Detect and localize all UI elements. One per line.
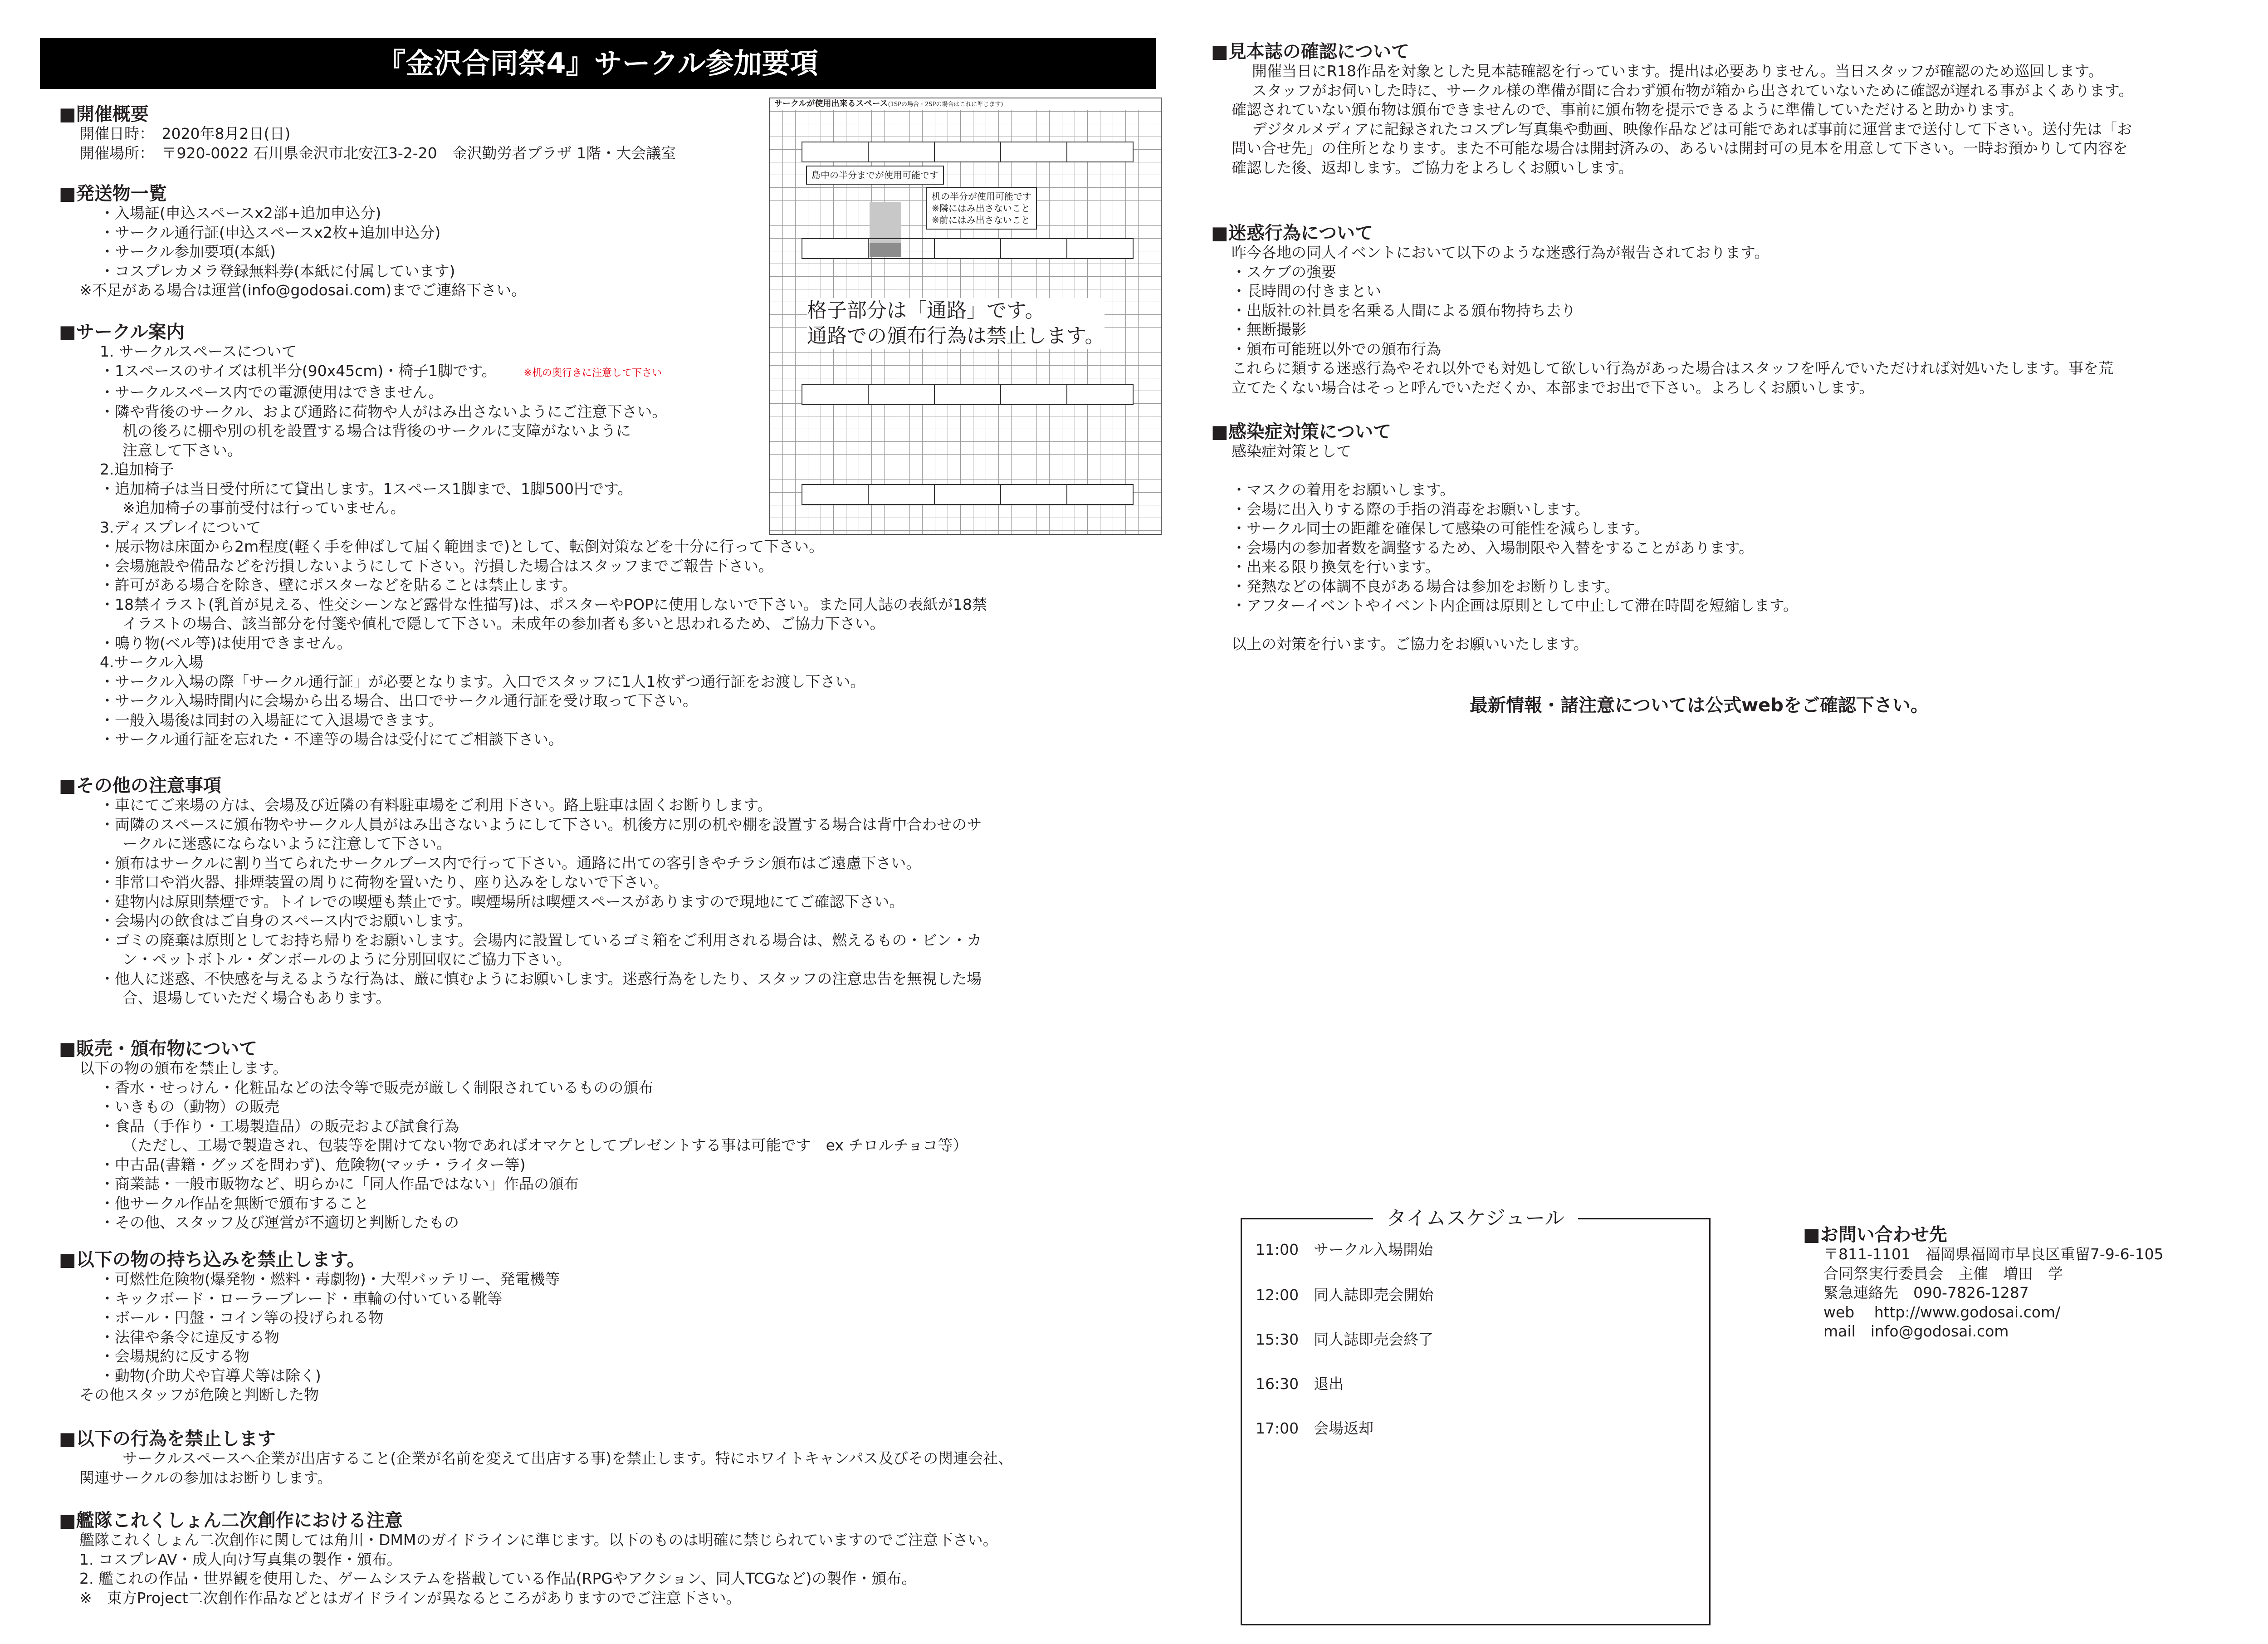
shipping-line: ・入場証(申込スペースx2部+追加申込分)	[100, 204, 381, 222]
contact-organizer: 合同祭実行委員会 主催 増田 学	[1823, 1264, 2063, 1282]
shipping-line: ・コスプレカメラ登録無料券(本紙に付属しています)	[100, 262, 455, 280]
circle-heading: ■サークル案内	[59, 322, 185, 342]
other-line: 合、退場していただく場合もあります。	[122, 989, 391, 1007]
items-line: ・法律や条令に違反する物	[100, 1328, 279, 1346]
acts-line: サークルスペースへ企業が出店すること(企業が名前を変えて出店する事)を禁止します。特にホワイトキャンパス及びその関連会社、	[122, 1449, 1013, 1467]
acts-line: 関連サークルの参加はお断りします。	[79, 1468, 332, 1487]
infection-line: ・会場内の参加者数を調整するため、入場制限や入替をすることがあります。	[1232, 538, 1754, 557]
infection-line: ・出来る限り換気を行います。	[1232, 558, 1440, 576]
schedule-row: 15:30 同人誌即売会終了	[1256, 1331, 1434, 1348]
other-line: ・非常口や消火器、排煙装置の周りに荷物を置いたり、座り込みをしないで下さい。	[100, 873, 669, 891]
desk	[868, 238, 935, 259]
shipping-line: ・サークル参加要項(本紙)	[100, 243, 276, 260]
contact-section	[1803, 1225, 2164, 1341]
circle-sub-heading: 2.追加椅子	[100, 460, 174, 478]
other-line: ・両隣のスペースに頒布物やサークル人員がはみ出さないようにして下さい。机後方に別の机や棚を設置する場合は背中合わせのサ	[100, 815, 982, 833]
desk	[1000, 484, 1067, 505]
infection-outro: 以上の対策を行います。ご協力をお願いいたします。	[1232, 635, 1589, 653]
circle-line: ・展示物は床面から2m程度(軽く手を伸ばして届く範囲まで)として、転倒対策などを十分に行って下さい。	[100, 538, 824, 555]
sales-line: （ただし、工場で製造され、包装等を開けてない物であればオマケとしてプレゼントする事は可能です ex チロルチョコ等）	[122, 1136, 968, 1154]
time-schedule-box	[1241, 1207, 1711, 1625]
nuisance-line: ・出版社の社員を名乗る人間による頒布物持ち去り	[1232, 301, 1576, 319]
nuisance-line: ・頒布可能班以外での頒布行為	[1232, 340, 1441, 358]
acts-section	[59, 1429, 1013, 1487]
circle-sub-heading: 3.ディスプレイについて	[100, 518, 261, 536]
desk	[1066, 142, 1134, 162]
items-line: その他スタッフが危険と判断した物	[79, 1386, 319, 1404]
infection-line: ・会場に出入りする際の手指の消毒をお願いします。	[1232, 500, 1590, 518]
overview-line: 開催場所： 〒920-0022 石川県金沢市北安江3-2-20 金沢勤労者プラザ 1階・大会議室	[79, 144, 676, 162]
sample-heading: ■見本誌の確認について	[1211, 41, 1409, 62]
circle-line: ・サークル入場の際「サークル通行証」が必要となります。入口でスタッフに1人1枚ずつ通行証をお渡し下さい。	[100, 672, 865, 690]
infection-heading: ■感染症対策について	[1211, 421, 1391, 442]
contact-web: web http://www.godosai.com/	[1823, 1303, 2061, 1321]
kancolle-line: 艦隊これくしょん二次創作に関しては角川・DMMのガイドラインに準じます。以下のものは明確に禁じられていますのでご注意下さい。	[79, 1531, 998, 1549]
desk	[802, 142, 869, 162]
other-line: ・車にてご来場の方は、会場及び近隣の有料駐車場をご利用下さい。路上駐車は固くお断りします。	[100, 796, 772, 814]
kancolle-line: 2. 艦これの作品・世界観を使用した、ゲームシステムを搭載している作品(RPGやアクション、同人TCGなど)の製作・頒布。	[79, 1570, 917, 1587]
aisle-note	[807, 298, 1105, 349]
items-line: ・キックボード・ローラーブレード・車輪の付いている靴等	[100, 1289, 503, 1307]
other-line: ・他人に迷惑、不快感を与えるような行為は、厳に慎むようにお願いします。迷惑行為をしたり、スタッフの注意忠告を無視した場	[100, 969, 982, 988]
desk-depth-note: ※机の奥行きに注意して下さい	[523, 367, 662, 379]
contact-phone: 緊急連絡先 090-7826-1287	[1823, 1284, 2029, 1302]
sales-line: ・香水・せっけん・化粧品などの法令等で販売が厳しく制限されているものの頒布	[100, 1078, 654, 1096]
desk	[1000, 384, 1067, 405]
acts-heading: ■以下の行為を禁止します	[59, 1429, 276, 1449]
other-line: ン・ペットボトル・ダンボールのように分別回収にご協力下さい。	[122, 950, 572, 968]
sales-heading: ■販売・頒布物について	[59, 1038, 257, 1059]
desk	[802, 484, 869, 505]
nuisance-line: 立てたくない場合はそっと呼んでいただくか、本部までお出で下さい。よろしくお願いします。	[1232, 378, 1874, 396]
circle-line: ・隣や背後のサークル、および通路に荷物や人がはみ出さないようにご注意下さい。	[100, 402, 667, 421]
desk	[1066, 484, 1134, 505]
overview-line: 開催日時： 2020年8月2日(日)	[79, 125, 291, 142]
schedule-row: 11:00 サークル入場開始	[1256, 1241, 1433, 1258]
desk-row	[802, 484, 1133, 505]
sales-line: ・中古品(書籍・グッズを問わず)、危険物(マッチ・ライター等)	[100, 1155, 526, 1174]
callout-island-half: 島中の半分までが使用可能です	[806, 166, 944, 185]
shipping-line: ※不足がある場合は運営(info@godosai.com)までご連絡下さい。	[79, 281, 527, 299]
desk-row	[802, 142, 1133, 162]
circle-line: ・サークルスペース内での電源使用はできません。	[100, 383, 444, 401]
sales-line: ・いきもの（動物）の販売	[100, 1098, 279, 1116]
items-line: ・ボール・円盤・コイン等の投げられる物	[100, 1309, 384, 1326]
desk	[934, 484, 1001, 505]
schedule-row: 17:00 会場返却	[1256, 1419, 1374, 1437]
shipping-heading: ■発送物一覧	[59, 183, 167, 204]
callout-line: ※前にはみ出さないこと	[932, 215, 1030, 225]
desk	[868, 142, 935, 162]
web-notice: 最新情報・諸注意については公式webをご確認下さい。	[1470, 695, 1929, 716]
other-heading: ■その他の注意事項	[59, 775, 221, 796]
sales-line: 以下の物の頒布を禁止します。	[79, 1059, 288, 1077]
infection-line: ・マスクの着用をお願いします。	[1232, 481, 1455, 499]
sales-line: ・食品（手作り・工場製造品）の販売および試食行為	[100, 1117, 459, 1135]
nuisance-section	[1211, 223, 2113, 397]
circle-line: 机の後ろに棚や別の机を設置する場合は背後のサークルに支障がないように	[122, 422, 631, 440]
nuisance-line: ・無断撮影	[1232, 321, 1306, 338]
circle-sub-heading: 1. サークルスペースについて	[100, 342, 297, 360]
infection-line: ・発熱などの体調不良がある場合は参加をお断りします。	[1232, 577, 1620, 595]
desk	[934, 384, 1001, 405]
desk	[1066, 384, 1134, 405]
diagram-title	[770, 98, 1161, 110]
shipping-section	[59, 184, 526, 300]
desk	[868, 384, 935, 405]
items-heading: ■以下の物の持ち込みを禁止します。	[59, 1249, 365, 1270]
desk	[1066, 238, 1134, 259]
sample-line: デジタルメディアに記録されたコスプレ写真集や動画、映像作品などは可能であれば事前に運営まで送付して下さい。送付先は「お	[1252, 120, 2132, 138]
contact-heading: ■お問い合わせ先	[1803, 1224, 1947, 1245]
items-line: ・動物(介助犬や盲導犬等は除く)	[100, 1366, 321, 1385]
nuisance-line: 昨今各地の同人イベントにおいて以下のような迷惑行為が報告されております。	[1232, 244, 1769, 261]
infection-line: ・アフターイベントやイベント内企画は原則として中止して滞在時間を短縮します。	[1232, 597, 1799, 614]
sales-line: ・その他、スタッフ及び運営が不適切と判断したもの	[100, 1213, 459, 1231]
circle-line: ・サークル入場時間内に会場から出る場合、出口でサークル通行証を受け取って下さい。	[100, 692, 698, 709]
circle-line: ・許可がある場合を除き、壁にポスターなどを貼ることは禁止します。	[100, 576, 577, 594]
sample-line: スタッフがお伺いした時に、サークル様の準備が間に合わず頒布物が箱から出されていないために確認が遅れる事がよくあります。	[1252, 81, 2134, 99]
nuisance-line: ・スケブの強要	[1232, 263, 1336, 281]
other-section	[59, 776, 982, 1008]
schedule-row: 16:30 退出	[1256, 1375, 1344, 1393]
infection-line: ・サークル同士の距離を確保して感染の可能性を減らします。	[1232, 519, 1649, 537]
spacer	[1211, 616, 1798, 635]
sample-line: 確認されていない頒布物は頒布できませんので、事前に頒布物を提示できるように準備していただけると助かります。	[1232, 101, 2024, 118]
schedule-title	[1242, 1205, 1709, 1232]
desk	[868, 484, 935, 505]
circle-line: ・鳴り物(ベル等)は使用できません。	[100, 634, 352, 652]
sales-line: ・他サークル作品を無断で頒布すること	[100, 1194, 369, 1212]
callout-line: ※隣にはみ出さないこと	[932, 203, 1030, 214]
desk	[934, 238, 1001, 259]
desk-row	[802, 238, 1133, 259]
nuisance-line: ・長時間の付きまとい	[1232, 282, 1381, 300]
sample-section	[1211, 42, 2133, 177]
nuisance-heading: ■迷惑行為について	[1211, 223, 1373, 244]
circle-line: ・18禁イラスト(乳首が見える、性交シーンなど露骨な性描写)は、ポスターやPOPに使用しないで下さい。また同人誌の表紙が18禁	[100, 595, 987, 613]
desk	[934, 142, 1001, 162]
schedule-row: 12:00 同人誌即売会開始	[1256, 1286, 1434, 1304]
desk	[802, 238, 869, 259]
diagram-title-note: (1SPの場合・2SPの場合はこれに準じます)	[888, 101, 1003, 108]
diagram-title-text: サークルが使用出来るスペース	[774, 99, 888, 108]
nuisance-line: これらに類する迷惑行為やそれ以外でも対処して欲しい行為があった場合はスタッフを呼んでいただければ対処いたします。事を荒	[1232, 359, 2114, 377]
other-line: ・建物内は原則禁煙です。トイレでの喫煙も禁止です。喫煙場所は喫煙スペースがありますので現地にてご確認下さい。	[100, 892, 904, 910]
overview-heading: ■開催概要	[59, 104, 149, 125]
circle-line: 注意して下さい。	[122, 441, 242, 459]
sales-section	[59, 1039, 968, 1233]
kancolle-line: ※ 東方Project二次創作作品などとはガイドラインが異なるところがありますのでご注意下さい。	[79, 1589, 741, 1607]
infection-section	[1211, 422, 1798, 654]
callout-desk-half	[926, 187, 1037, 230]
circle-line: ※追加椅子の事前受付は行っていません。	[122, 499, 406, 517]
items-line: ・可燃性危険物(爆発物・燃料・毒劇物)・大型バッテリー、発電機等	[100, 1270, 560, 1288]
items-section	[59, 1250, 560, 1405]
desk-row	[802, 384, 1133, 405]
kancolle-heading: ■艦隊これくしょん二次創作における注意	[59, 1510, 403, 1531]
sample-line: 開催当日にR18作品を対象とした見本誌確認を行っています。提出は必要ありません。当日スタッフが確認のため巡回します。	[1252, 62, 2103, 80]
aisle-note-line: 通路での頒布行為は禁止します。	[807, 324, 1105, 347]
other-line: ・会場内の飲食はご自身のスペース内でお願いします。	[100, 912, 472, 930]
sales-line: ・商業誌・一般市販物など、明らかに「同人作品ではない」作品の頒布	[100, 1175, 579, 1193]
kancolle-line: 1. コスプレAV・成人向け写真集の製作・頒布。	[79, 1550, 402, 1568]
sample-line: 問い合せ先」の住所となります。また不可能な場合は開封済みの、あるいは開封可の見本を用意して下さい。一時お預かりして内容を	[1232, 139, 2128, 157]
space-size-text: ・1スペースのサイズは机半分(90x45cm)・椅子1脚です。	[100, 362, 497, 380]
spacer	[1211, 461, 1798, 481]
schedule-title-text: タイムスケジュール	[1373, 1207, 1578, 1230]
circle-line: ・追加椅子は当日受付所にて貸出します。1スペース1脚まで、1脚500円です。	[100, 480, 633, 498]
contact-mail: mail info@godosai.com	[1823, 1322, 2009, 1340]
circle-line: ・会場施設や備品などを汚損しないようにして下さい。汚損した場合はスタッフまでご報告下さい。	[100, 557, 773, 575]
desk	[1000, 238, 1067, 259]
desk	[1000, 142, 1067, 162]
space-layout-diagram	[769, 98, 1162, 535]
other-line: ークルに迷惑にならないように注意して下さい。	[122, 835, 452, 852]
circle-line: イラストの場合、該当部分を付箋や値札で隠して下さい。未成年の参加者も多いと思われるため、ご協力下さい。	[122, 615, 885, 632]
callout-line: 机の半分が使用可能です	[932, 191, 1031, 202]
kancolle-section	[59, 1511, 998, 1608]
circle-sub-heading: 4.サークル入場	[100, 653, 204, 671]
other-line: ・頒布はサークルに割り当てられたサークルブース内で行って下さい。通路に出ての客引きやチラシ頒布はご遠慮下さい。	[100, 854, 921, 872]
shipping-line: ・サークル通行証(申込スペースx2枚+追加申込分)	[100, 223, 441, 241]
contact-address: 〒811-1101 福岡県福岡市早良区重留7-9-6-105	[1823, 1245, 2164, 1263]
infection-intro: 感染症対策として	[1232, 442, 1351, 460]
aisle-note-line: 格子部分は「通路」です。	[807, 299, 1045, 322]
sample-line: 確認した後、返却します。ご協力をよろしくお願いします。	[1232, 158, 1633, 176]
circle-line: ・一般入場後は同封の入場証にて入退場できます。	[100, 711, 443, 729]
circle-line: ・サークル通行証を忘れた・不達等の場合は受付にてご相談下さい。	[100, 730, 564, 748]
other-line: ・ゴミの廃棄は原則としてお持ち帰りをお願いします。会場内に設置しているゴミ箱をご利用される場合は、燃えるもの・ビン・カ	[100, 931, 982, 949]
desk	[802, 384, 869, 405]
page-title: 『金沢合同祭4』サークル参加要項	[40, 38, 1156, 89]
items-line: ・会場規約に反する物	[100, 1347, 249, 1365]
overview-section	[59, 104, 676, 163]
